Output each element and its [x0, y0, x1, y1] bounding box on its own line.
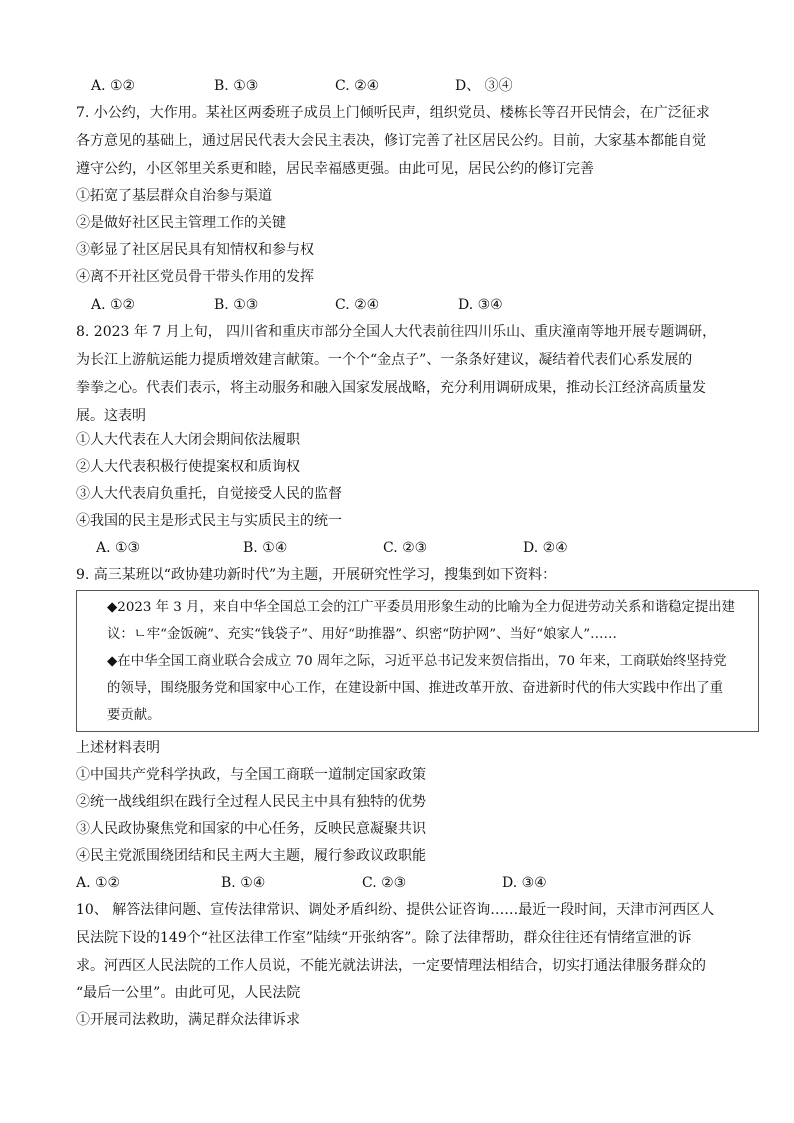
q7-option-b: B. ①③: [214, 297, 259, 313]
q8-stem-line-2: 为长江上游航运能力提质增效建言献策。一个个“金点子”、一条条好建议，凝结着代表们心系发展的: [76, 352, 693, 368]
q9-option-b: B. ①④: [221, 875, 266, 891]
q9-material-box: [76, 590, 759, 732]
q7-item-1: ①拓宽了基层群众自治参与渠道: [76, 188, 272, 204]
q9-option-d: D. ③④: [502, 875, 547, 891]
q10-stem-line-2: 民法院下设的149个“社区法律工作室”陆续“开张纳客”。除了法律帮助，群众往往还有情绪宣泄的诉: [76, 930, 692, 946]
q9-item-4: ④民主党派围绕团结和民主两大主题，履行参政议政职能: [76, 848, 426, 864]
q7-option-c: C. ②④: [335, 297, 380, 313]
q8-item-1: ①人大代表在人大闭会期间依法履职: [76, 432, 300, 448]
q7-item-3: ③彰显了社区居民具有知情权和参与权: [76, 242, 314, 258]
q7-item-4: ④离不开社区党员骨干带头作用的发挥: [76, 269, 314, 285]
q9-item-1: ①中国共产党科学执政，与全国工商联一道制定国家政策: [76, 767, 426, 783]
q7-option-d: D. ③④: [458, 297, 503, 313]
q6-option-b: B. ①③: [214, 78, 259, 94]
q9-material-line-2: 议：ㄴ牢“金饭碗”、充实“钱袋子”、用好“助推器”、织密“防护网”、当好“娘家人”……: [107, 627, 617, 642]
q8-option-a: A. ①③: [96, 540, 141, 556]
q7-stem-line-3: 遵守公约，小区邻里关系更和睦，居民幸福感更强。由此可见，居民公约的修订完善: [76, 161, 594, 177]
q8-option-c: C. ②③: [383, 540, 428, 556]
q6-option-c: C. ②④: [335, 78, 380, 94]
q8-stem-line-1: 8. 2023 年 7 月上旬， 四川省和重庆市部分全国人大代表前往四川乐山、重庆潼南等地开展专题调研，: [76, 324, 717, 340]
q8-item-2: ②人大代表积极行使提案权和质询权: [76, 459, 300, 475]
q10-item-1: ①开展司法救助，满足群众法律诉求: [76, 1012, 300, 1028]
q9-item-3: ③人民政协聚焦党和国家的中心任务，反映民意凝聚共识: [76, 821, 426, 837]
q8-item-3: ③人大代表肩负重托，自觉接受人民的监督: [76, 486, 342, 502]
q7-stem-line-2: 各方意见的基础上，通过居民代表大会民主表决，修订完善了社区居民公约。目前，大家基本都能自觉: [76, 133, 706, 149]
q7-item-2: ②是做好社区民主管理工作的关键: [76, 215, 286, 231]
q9-stem: 9. 高三某班以“政协建功新时代”为主题，开展研究性学习，搜集到如下资料：: [76, 567, 557, 583]
q9-item-2: ②统一战线组织在践行全过程人民民主中具有独特的优势: [76, 794, 426, 810]
q9-material-line-3: ◆在中华全国工商业联合会成立 70 周年之际，习近平总书记发来贺信指出，70 年来，工商联始终坚持党: [107, 654, 727, 669]
q10-stem-line-4: “最后一公里”。由此可见，人民法院: [76, 985, 301, 1001]
q6-option-d: D、 ③④: [455, 78, 513, 94]
q9-lead: 上述材料表明: [76, 740, 160, 756]
q7-option-a: A. ①②: [91, 297, 136, 313]
q9-option-a: A. ①②: [76, 875, 121, 891]
q8-option-b: B. ①④: [243, 540, 288, 556]
q6-option-a: A. ①②: [91, 78, 136, 94]
q9-material-line-4: 的领导，围绕服务党和国家中心工作，在建设新中国、推进改革开放、奋进新时代的伟大实践中作出了重: [107, 681, 723, 696]
q10-stem-line-1: 10、 解答法律问题、宣传法律常识、调处矛盾纠纷、提供公证咨询……最近一段时间，天津市河西区人: [76, 902, 715, 918]
q8-stem-line-4: 展。这表明: [76, 408, 146, 424]
q9-material-line-1: ◆2023 年 3 月，来自中华全国总工会的江广平委员用形象生动的比喻为全力促进劳动关系和谐稳定提出建: [107, 600, 736, 615]
q8-stem-line-3: 拳拳之心。代表们表示，将主动服务和融入国家发展战略，充分利用调研成果，推动长江经济高质量发: [76, 380, 706, 396]
q8-item-4: ④我国的民主是形式民主与实质民主的统一: [76, 513, 342, 529]
q8-option-d: D. ②④: [523, 540, 568, 556]
q10-stem-line-3: 求。河西区人民法院的工作人员说，不能光就法讲法，一定要情理法相结合，切实打通法律服务群众的: [76, 958, 706, 974]
q9-material-line-5: 要贡献。: [107, 708, 161, 723]
q9-option-c: C. ②③: [362, 875, 407, 891]
q7-stem-line-1: 7. 小公约，大作用。某社区两委班子成员上门倾听民声，组织党员、楼栋长等召开民情会，在广泛征求: [76, 105, 710, 121]
